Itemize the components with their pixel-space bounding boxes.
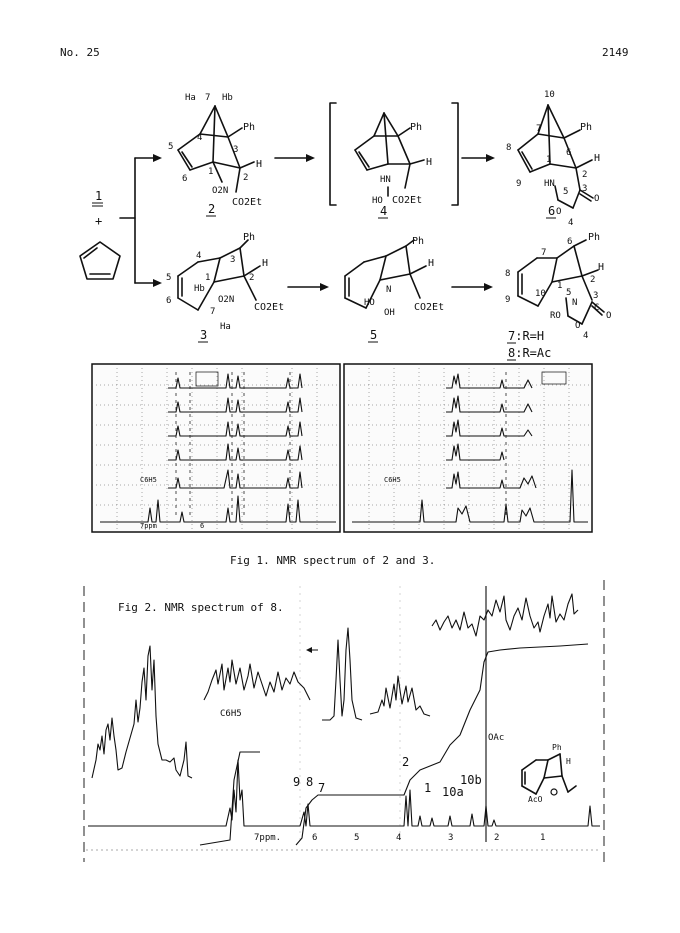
page-number: 2149 xyxy=(602,46,629,59)
svg-text:O: O xyxy=(556,207,562,217)
svg-text:HO: HO xyxy=(372,196,383,206)
svg-text:3: 3 xyxy=(582,184,588,194)
svg-text:H: H xyxy=(262,258,269,269)
svg-text:5: 5 xyxy=(563,187,569,197)
svg-text:O: O xyxy=(606,311,612,321)
svg-text:Ph: Ph xyxy=(580,122,593,133)
cyclopentadiene xyxy=(80,242,120,279)
svg-text:5: 5 xyxy=(166,273,172,283)
fig2-peak-9: 9 xyxy=(293,775,301,789)
svg-text:3: 3 xyxy=(233,145,239,155)
compound-2 xyxy=(168,93,262,216)
svg-text:Ph: Ph xyxy=(243,122,256,133)
fig2-peak-2: 2 xyxy=(402,755,410,769)
svg-text:OH: OH xyxy=(384,308,395,318)
compound-2-label: 2 xyxy=(208,202,216,216)
svg-text:6: 6 xyxy=(182,174,188,184)
compound-3 xyxy=(166,232,284,342)
fig2-peak-7: 7 xyxy=(318,781,326,795)
svg-text:8: 8 xyxy=(506,143,512,153)
svg-text:2: 2 xyxy=(582,170,588,180)
svg-text:H: H xyxy=(426,157,433,168)
svg-text:6: 6 xyxy=(566,148,572,158)
fig1-right-c6h5-label: C6H5 xyxy=(384,476,401,484)
fig2-peak-1: 1 xyxy=(424,781,432,795)
svg-text:O2N: O2N xyxy=(218,295,235,305)
fig2-tick-4: 4 xyxy=(396,833,402,843)
compound-6 xyxy=(506,90,600,228)
fig2-caption: Fig 2. NMR spectrum of 8. xyxy=(118,601,284,614)
svg-text:7: 7 xyxy=(205,93,211,103)
fig2-tick-2: 2 xyxy=(494,833,500,843)
figure-2 xyxy=(84,580,604,862)
svg-text:9: 9 xyxy=(516,179,522,189)
fig2-inset-h: H xyxy=(566,757,571,766)
fig2-inset-structure xyxy=(522,743,576,804)
svg-text:CO2Et: CO2Et xyxy=(254,302,285,313)
compound-1-label: 1 xyxy=(95,189,103,203)
fig2-tick-1: 1 xyxy=(540,833,546,843)
fig1-left-ppm-label: 7ppm xyxy=(140,522,157,530)
svg-text:Ph: Ph xyxy=(410,122,423,133)
svg-text:N: N xyxy=(572,298,578,308)
svg-text:2: 2 xyxy=(249,273,255,283)
branch-arrows xyxy=(120,154,162,287)
fig2-peak-10a: 10a xyxy=(442,785,464,799)
compound-4 xyxy=(330,103,458,218)
svg-text:Ph: Ph xyxy=(588,232,601,243)
svg-text:10: 10 xyxy=(544,90,555,100)
svg-text:CO2Et: CO2Et xyxy=(414,302,445,313)
compound-7-8 xyxy=(505,232,611,360)
fig1-right-panel xyxy=(344,364,592,532)
compound-6-label: 6 xyxy=(548,204,556,218)
compound-5-label: 5 xyxy=(370,328,378,342)
svg-text:2: 2 xyxy=(243,173,249,183)
svg-text:5: 5 xyxy=(168,142,174,152)
svg-text:C: C xyxy=(594,303,600,313)
svg-text:N: N xyxy=(386,285,392,295)
svg-text:Ph: Ph xyxy=(243,232,256,243)
svg-text:9: 9 xyxy=(505,295,511,305)
svg-text:7: 7 xyxy=(536,124,542,134)
fig1-caption: Fig 1. NMR spectrum of 2 and 3. xyxy=(230,554,436,567)
fig2-c6h5-label: C6H5 xyxy=(220,709,242,719)
svg-text:5: 5 xyxy=(566,288,572,298)
svg-text:7: 7 xyxy=(210,307,216,317)
fig2-inset-ph: Ph xyxy=(552,743,562,752)
svg-text:H: H xyxy=(598,262,605,273)
svg-text:1: 1 xyxy=(208,167,214,177)
compound-3-label: 3 xyxy=(200,328,208,342)
svg-text:Ha: Ha xyxy=(220,322,231,332)
svg-text:Ha: Ha xyxy=(185,93,196,103)
svg-text:O: O xyxy=(594,194,600,204)
fig2-tick-5: 5 xyxy=(354,833,360,843)
figure-1 xyxy=(92,364,592,532)
svg-text:6: 6 xyxy=(166,296,172,306)
fig1-left-panel xyxy=(92,364,340,532)
plus-sign: + xyxy=(95,214,103,228)
fig1-left-6-label: 6 xyxy=(200,522,205,530)
svg-text:2: 2 xyxy=(590,275,596,285)
fig2-peak-8: 8 xyxy=(306,775,314,789)
svg-text:CO2Et: CO2Et xyxy=(392,195,423,206)
svg-text:7: 7 xyxy=(541,248,547,258)
compound-4-label: 4 xyxy=(380,204,388,218)
reaction-scheme xyxy=(80,90,611,360)
svg-text:CO2Et: CO2Et xyxy=(232,197,263,208)
legend-8: 8:R=Ac xyxy=(508,346,552,360)
svg-text:O2N: O2N xyxy=(212,186,229,196)
svg-text:RO: RO xyxy=(550,311,561,321)
svg-text:1: 1 xyxy=(205,273,211,283)
svg-text:Hb: Hb xyxy=(194,284,205,294)
svg-text:1: 1 xyxy=(546,155,552,165)
svg-text:Ph: Ph xyxy=(412,236,425,247)
fig2-inset-aco: AcO xyxy=(528,795,543,804)
svg-text:H: H xyxy=(428,258,435,269)
journal-issue: No. 25 xyxy=(60,46,100,59)
svg-text:Hb: Hb xyxy=(222,93,233,103)
fig2-peak-10b: 10b xyxy=(460,773,482,787)
fig1-left-c6h5-label: C6H5 xyxy=(140,476,157,484)
svg-text:HN: HN xyxy=(380,175,391,185)
svg-text:HO: HO xyxy=(364,298,375,308)
svg-text:3: 3 xyxy=(593,291,599,301)
svg-text:HN: HN xyxy=(544,179,555,189)
fig2-tick-6: 6 xyxy=(312,833,318,843)
fig2-tick-7ppm: 7ppm. xyxy=(254,833,282,843)
svg-text:3: 3 xyxy=(230,255,236,265)
svg-text:6: 6 xyxy=(567,237,573,247)
fig2-oac-label: OAc xyxy=(488,733,505,743)
svg-text:10: 10 xyxy=(535,289,546,299)
reactant-1 xyxy=(92,189,103,228)
fig2-tick-3: 3 xyxy=(448,833,454,843)
svg-text:4: 4 xyxy=(568,218,574,228)
legend-7: 7:R=H xyxy=(508,329,545,343)
svg-text:H: H xyxy=(594,153,601,164)
compound-5 xyxy=(345,236,444,342)
svg-text:1: 1 xyxy=(557,281,563,291)
svg-text:8: 8 xyxy=(505,269,511,279)
svg-text:4: 4 xyxy=(197,133,203,143)
svg-text:4: 4 xyxy=(196,251,202,261)
svg-text:O: O xyxy=(575,321,581,331)
svg-text:H: H xyxy=(256,159,263,170)
svg-text:4: 4 xyxy=(583,331,589,341)
